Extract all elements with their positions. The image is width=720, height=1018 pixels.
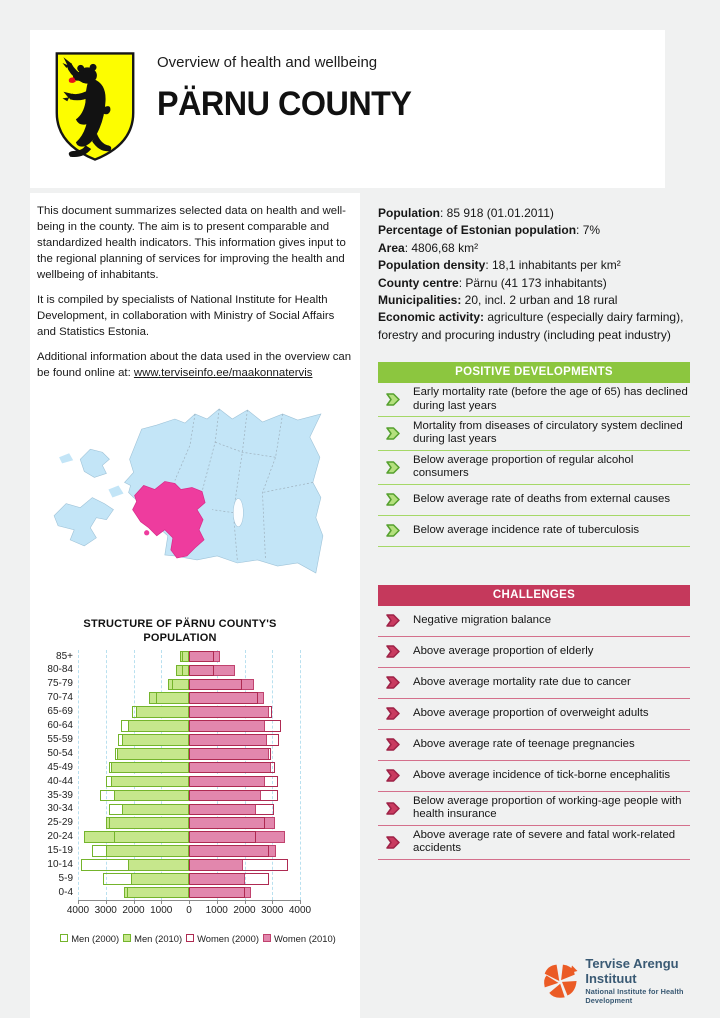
link-lead-in: Additional information about the data used in the overview can be found online at: xyxy=(37,350,352,379)
arrow-bullet-icon xyxy=(386,393,400,406)
challenge-item-text: Negative migration balance xyxy=(413,614,552,627)
tai-logo-icon xyxy=(542,961,578,1001)
org-name: Tervise Arengu Instituut xyxy=(585,956,679,986)
fact-value: : 7% xyxy=(576,223,601,238)
bar-men-2000- xyxy=(182,651,189,663)
challenge-item-text: Above average incidence of tick-borne encephalitis xyxy=(413,769,671,782)
pyramid-row xyxy=(78,719,300,733)
axis-tick xyxy=(217,900,218,904)
positive-item xyxy=(378,451,690,485)
pyramid-row xyxy=(78,886,300,900)
x-tick-label: 3000 xyxy=(261,904,284,916)
header xyxy=(30,30,665,188)
fact-label: Population xyxy=(378,206,440,220)
bar-women-2000- xyxy=(189,873,269,885)
bar-men-2000- xyxy=(127,887,189,899)
challenge-item xyxy=(378,730,690,761)
positive-item-text: Mortality from diseases of circulatory system declined during last years xyxy=(413,420,683,446)
arrow-bullet-icon xyxy=(386,524,400,537)
bullet xyxy=(386,707,400,720)
chart-x-axis xyxy=(66,904,312,919)
pyramid-row xyxy=(78,789,300,803)
bar-women-2000- xyxy=(189,790,278,802)
legend-label: Women (2010) xyxy=(273,932,336,944)
bar-women-2000- xyxy=(189,831,256,843)
legend-item xyxy=(123,933,182,944)
age-group-label: 15-19 xyxy=(47,845,73,857)
positive-item xyxy=(378,417,690,451)
arrow-bullet-icon xyxy=(386,676,400,689)
bullet xyxy=(386,802,400,815)
bar-women-2000- xyxy=(189,859,288,871)
bar-men-2000- xyxy=(109,762,189,774)
page-title: PÄRNU COUNTY xyxy=(157,85,412,123)
age-group-label: 0-4 xyxy=(58,886,73,898)
fact-row xyxy=(378,257,690,274)
age-group-label: 55-59 xyxy=(47,733,73,745)
bar-women-2000- xyxy=(189,720,281,732)
age-group-label: 85+ xyxy=(56,650,73,662)
bullet xyxy=(386,393,400,406)
intro-paragraph: It is compiled by specialists of National Institute for Health Development, in collaboration with Ministry of Social Affairs and Statistics Estonia. xyxy=(37,293,335,338)
bullet xyxy=(386,769,400,782)
fact-value: : Pärnu (41 173 inhabitants) xyxy=(458,275,607,290)
bar-men-2000- xyxy=(121,720,189,732)
axis-tick xyxy=(161,900,162,904)
map-island-muhu xyxy=(108,485,123,497)
bar-men-2000- xyxy=(182,665,189,677)
legend-swatch xyxy=(263,934,271,942)
axis-tick xyxy=(272,900,273,904)
positive-item-text: Below average proportion of regular alcohol consumers xyxy=(413,453,634,480)
challenge-item xyxy=(378,792,690,826)
legend-swatch xyxy=(123,934,131,942)
age-group-label: 5-9 xyxy=(58,872,73,884)
bar-women-2000- xyxy=(189,651,214,663)
fact-label: Population density xyxy=(378,258,486,273)
age-group-label: 35-39 xyxy=(47,789,73,801)
bar-men-2000- xyxy=(81,859,189,871)
age-group-label: 65-69 xyxy=(47,706,73,718)
x-tick-label: 3000 xyxy=(94,904,117,916)
age-group-label: 75-79 xyxy=(47,678,73,690)
axis-tick xyxy=(78,900,79,904)
arrow-bullet-icon xyxy=(386,802,400,815)
arrow-bullet-icon xyxy=(386,614,400,627)
bar-men-2000- xyxy=(106,776,189,788)
challenge-item-text: Above average proportion of elderly xyxy=(413,645,594,658)
pyramid-row xyxy=(78,830,300,844)
pyramid-row xyxy=(78,872,300,886)
map-island-vormsi xyxy=(59,453,73,463)
age-group-label: 45-49 xyxy=(47,761,73,773)
bar-women-2000- xyxy=(189,762,275,774)
arrow-bullet-icon xyxy=(386,738,400,751)
left-column xyxy=(30,193,360,1018)
bar-women-2000- xyxy=(189,887,245,899)
fact-value: : 4806,68 km² xyxy=(404,240,479,255)
bar-men-2000- xyxy=(172,679,189,691)
legend-item xyxy=(186,933,259,944)
legend-label: Men (2010) xyxy=(134,932,183,944)
challenge-item-text: Below average proportion of working-age people with health insurance xyxy=(413,794,682,821)
arrow-bullet-icon xyxy=(386,769,400,782)
parnu-coat-of-arms xyxy=(52,48,138,166)
positive-item xyxy=(378,383,690,417)
bar-men-2000- xyxy=(132,706,189,718)
bar-men-2000- xyxy=(100,790,189,802)
arrow-bullet-icon xyxy=(386,645,400,658)
fact-row xyxy=(378,205,690,222)
arrow-bullet-icon xyxy=(386,427,400,440)
bar-men-2000- xyxy=(118,734,189,746)
estonia-map xyxy=(46,396,338,584)
bar-women-2000- xyxy=(189,706,272,718)
intro-paragraph: This document summarizes selected data on health and well-being in the county. The aim is to present comparable and standardized health indicators. This information gives input to the regional planning of services for improving the health and wellbeing of inhabitants. xyxy=(37,205,346,281)
bullet xyxy=(386,493,400,506)
bullet xyxy=(386,676,400,689)
arrow-bullet-icon xyxy=(386,836,400,849)
bar-men-2000- xyxy=(109,804,189,816)
age-group-label: 30-34 xyxy=(47,803,73,815)
challenge-item-text: Above average rate of severe and fatal work-related accidents xyxy=(413,828,676,855)
x-tick-label: 0 xyxy=(186,904,192,916)
map-island-hiiumaa xyxy=(80,449,109,477)
pyramid-row xyxy=(78,705,300,719)
bar-women-2000- xyxy=(189,748,271,760)
challenge-item xyxy=(378,668,690,699)
county-facts xyxy=(378,205,690,344)
legend-label: Men (2000) xyxy=(71,932,120,944)
bar-men-2000- xyxy=(156,692,189,704)
pyramid-row xyxy=(78,733,300,747)
axis-tick xyxy=(134,900,135,904)
bar-women-2000- xyxy=(189,692,258,704)
challenge-item xyxy=(378,606,690,637)
bar-women-2000- xyxy=(189,776,278,788)
pyramid-row xyxy=(78,775,300,789)
bar-women-2000- xyxy=(189,734,279,746)
intro-paragraph xyxy=(37,350,355,382)
fact-row xyxy=(378,222,690,239)
pyramid-row xyxy=(78,650,300,664)
age-group-label: 70-74 xyxy=(47,692,73,704)
fact-value: : 85 918 (01.01.2011) xyxy=(440,206,554,220)
legend-item xyxy=(60,933,119,944)
chart-age-axis xyxy=(44,650,78,901)
population-pyramid-chart xyxy=(44,617,336,944)
positive-item xyxy=(378,485,690,516)
age-group-label: 60-64 xyxy=(47,720,73,732)
fact-value: agriculture (especially dairy farming), forestry and procuring industry (including peat industry) xyxy=(378,310,684,342)
fact-value: 20, incl. 2 urban and 18 rural xyxy=(461,292,618,307)
positive-item xyxy=(378,516,690,547)
bar-women-2000- xyxy=(189,679,242,691)
axis-tick xyxy=(106,900,107,904)
pyramid-row xyxy=(78,858,300,872)
bar-men-2000- xyxy=(114,831,189,843)
fact-row xyxy=(378,309,690,344)
challenge-item xyxy=(378,761,690,792)
age-group-label: 10-14 xyxy=(47,858,73,870)
age-group-label: 25-29 xyxy=(47,817,73,829)
right-column xyxy=(378,193,690,860)
challenge-item-text: Above average mortality rate due to cancer xyxy=(413,676,631,689)
age-group-label: 50-54 xyxy=(47,747,73,759)
document-subtitle: Overview of health and wellbeing xyxy=(157,54,378,71)
challenge-item-text: Above average proportion of overweight adults xyxy=(413,707,649,720)
pyramid-row xyxy=(78,816,300,830)
arrow-bullet-icon xyxy=(386,461,400,474)
bar-women-2000- xyxy=(189,845,269,857)
fact-row xyxy=(378,275,690,292)
x-tick-label: 1000 xyxy=(205,904,228,916)
age-group-label: 20-24 xyxy=(47,831,73,843)
chart-plot xyxy=(78,650,300,901)
fact-value: : 18,1 inhabitants per km² xyxy=(485,258,621,273)
bullet xyxy=(386,614,400,627)
fact-label: Economic activity: xyxy=(378,310,485,325)
chart-bars xyxy=(78,650,300,900)
chart-title: STRUCTURE OF PÄRNU COUNTY'S POPULATION xyxy=(83,618,277,645)
bullet xyxy=(386,645,400,658)
positive-item-text: Below average incidence rate of tuberculosis xyxy=(413,524,640,537)
bar-women-2000- xyxy=(189,804,274,816)
bullet xyxy=(386,738,400,751)
legend-label: Women (2000) xyxy=(197,932,259,944)
chart-legend xyxy=(58,933,338,944)
age-group-label: 40-44 xyxy=(47,775,73,787)
footer-text xyxy=(585,956,720,1005)
challenge-item-text: Above average rate of teenage pregnancies xyxy=(413,738,635,751)
arrow-bullet-icon xyxy=(386,707,400,720)
bullet xyxy=(386,427,400,440)
positive-developments-list xyxy=(378,383,690,547)
org-subtitle: National Institute for Health Development xyxy=(585,987,684,1005)
positive-item-text: Below average rate of deaths from external causes xyxy=(413,493,671,506)
axis-tick xyxy=(189,900,190,904)
fact-label: Municipalities: xyxy=(378,292,462,307)
map-island-saaremaa xyxy=(54,498,113,546)
fact-row xyxy=(378,292,690,309)
legend-item xyxy=(263,933,336,944)
pyramid-row xyxy=(78,802,300,816)
age-group-label: 80-84 xyxy=(47,664,73,676)
legend-swatch xyxy=(186,934,194,942)
fact-label: County centre xyxy=(378,275,459,290)
x-tick-label: 2000 xyxy=(122,904,145,916)
bullet xyxy=(386,461,400,474)
challenge-item xyxy=(378,826,690,860)
intro-text xyxy=(37,195,355,391)
bar-men-2000- xyxy=(92,845,189,857)
x-tick-label: 4000 xyxy=(288,904,312,916)
pyramid-row xyxy=(78,691,300,705)
footer-logo xyxy=(542,956,720,1005)
pyramid-row xyxy=(78,747,300,761)
bullet xyxy=(386,836,400,849)
fact-row xyxy=(378,240,690,257)
x-tick-label: 4000 xyxy=(66,904,90,916)
map-lake-vortsjarv xyxy=(233,499,243,527)
challenges-list xyxy=(378,606,690,860)
chart-plot-area xyxy=(44,650,306,901)
pyramid-row xyxy=(78,677,300,691)
gridline xyxy=(300,650,301,900)
pyramid-row xyxy=(78,844,300,858)
axis-tick xyxy=(300,900,301,904)
challenges-header: CHALLENGES xyxy=(378,585,690,606)
header-text xyxy=(157,54,425,124)
positive-developments-header: POSITIVE DEVELOPMENTS xyxy=(378,362,690,383)
arrow-bullet-icon xyxy=(386,493,400,506)
bar-men-2000- xyxy=(115,748,189,760)
x-tick-label: 2000 xyxy=(233,904,256,916)
terviseinfo-link[interactable]: www.terviseinfo.ee/maakonnatervis xyxy=(133,366,313,379)
pyramid-row xyxy=(78,761,300,775)
x-tick-label: 1000 xyxy=(150,904,173,916)
map-island-kihnu xyxy=(144,530,149,535)
fact-label: Percentage of Estonian population xyxy=(378,223,577,238)
axis-tick xyxy=(245,900,246,904)
fact-label: Area xyxy=(378,240,405,255)
bar-men-2000- xyxy=(109,817,189,829)
bullet xyxy=(386,524,400,537)
bar-women-2000- xyxy=(189,817,265,829)
pyramid-row xyxy=(78,663,300,677)
challenge-item xyxy=(378,637,690,668)
positive-item-text: Early mortality rate (before the age of 65) has declined during last years xyxy=(413,386,688,412)
bar-women-2000- xyxy=(189,665,214,677)
legend-swatch xyxy=(60,934,68,942)
challenge-item xyxy=(378,699,690,730)
bar-men-2000- xyxy=(103,873,189,885)
